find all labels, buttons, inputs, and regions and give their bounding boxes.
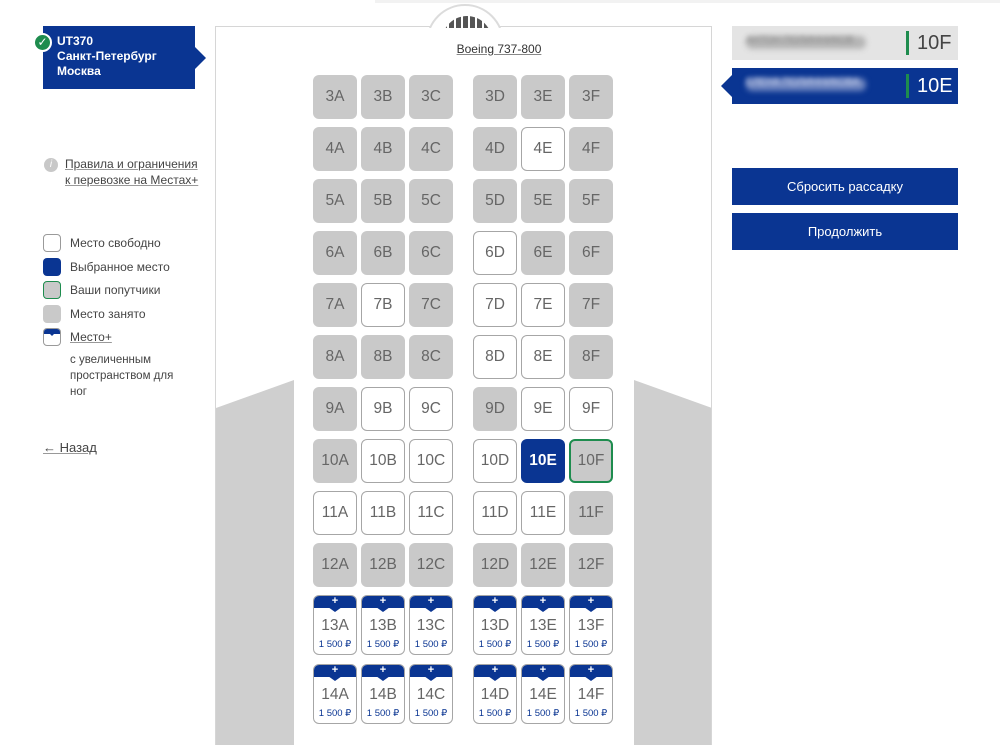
seat-9E[interactable]: 9E (521, 387, 565, 431)
seat-13F[interactable] (569, 595, 613, 655)
plus-seat-band: + (361, 664, 405, 677)
seat-5B: 5B (361, 179, 405, 223)
seat-12C: 12C (409, 543, 453, 587)
seat-legend (43, 234, 203, 400)
seat-10C[interactable]: 10C (409, 439, 453, 483)
seat-price: 1 500 ₽ (478, 708, 512, 719)
seat-3C: 3C (409, 75, 453, 119)
seat-price: 1 500 ₽ (414, 708, 448, 719)
plus-seat-band: + (361, 595, 405, 608)
seat-13C[interactable] (409, 595, 453, 655)
seat-price: 1 500 ₽ (366, 639, 400, 650)
companion-marker (906, 31, 909, 55)
legend-free (43, 234, 203, 258)
seat-price: 1 500 ₽ (478, 639, 512, 650)
passenger-row-active[interactable] (732, 68, 958, 104)
seat-14C[interactable] (409, 664, 453, 724)
seat-code: 13B (369, 617, 397, 634)
seat-map-panel (215, 26, 712, 745)
passenger-name: ЕЛЕНА ПОЛИННИКОВА (746, 77, 860, 88)
passenger-seat: 10E (917, 75, 953, 97)
seat-4F: 4F (569, 127, 613, 171)
legend-companions-label: Ваши попутчики (70, 283, 161, 297)
plus-seat-band: + (409, 664, 453, 677)
seat-9A: 9A (313, 387, 357, 431)
rules-link-text[interactable]: Правила и ограничения к перевозке на Местах+ (65, 157, 199, 187)
seat-11E[interactable]: 11E (521, 491, 565, 535)
seat-code: 13D (480, 617, 510, 634)
seat-14A[interactable] (313, 664, 357, 724)
seat-6D[interactable]: 6D (473, 231, 517, 275)
seat-code: 13C (416, 617, 446, 634)
seat-4E[interactable]: 4E (521, 127, 565, 171)
seat-10E[interactable]: 10E (521, 439, 565, 483)
seat-code: 14C (416, 686, 446, 703)
seat-11B[interactable]: 11B (361, 491, 405, 535)
seat-price: 1 500 ₽ (318, 708, 352, 719)
seat-5F: 5F (569, 179, 613, 223)
seat-12E: 12E (521, 543, 565, 587)
passenger-name: АНТОН ПОЛИННИКОВ (746, 35, 854, 46)
seat-11A[interactable]: 11A (313, 491, 357, 535)
legend-occupied (43, 305, 203, 329)
aircraft-model[interactable]: Boeing 737-800 (456, 42, 542, 56)
plus-seat-band: + (521, 595, 565, 608)
legend-selected-label: Выбранное место (70, 259, 170, 274)
free-seat-swatch (43, 234, 61, 252)
seat-10B[interactable]: 10B (361, 439, 405, 483)
seat-8C: 8C (409, 335, 453, 379)
seat-price: 1 500 ₽ (574, 639, 608, 650)
rules-link[interactable] (44, 156, 204, 188)
seat-12A: 12A (313, 543, 357, 587)
seat-4D: 4D (473, 127, 517, 171)
flight-origin: Санкт-Петербург (57, 49, 157, 63)
seat-13E[interactable] (521, 595, 565, 655)
seat-8F: 8F (569, 335, 613, 379)
top-divider (375, 0, 1000, 3)
seat-8D[interactable]: 8D (473, 335, 517, 379)
passenger-seat: 10F (917, 32, 952, 54)
seat-7F: 7F (569, 283, 613, 327)
seat-14D[interactable] (473, 664, 517, 724)
seat-3B: 3B (361, 75, 405, 119)
seat-13A[interactable] (313, 595, 357, 655)
info-icon: i (44, 158, 58, 172)
seat-5D: 5D (473, 179, 517, 223)
seat-11F: 11F (569, 491, 613, 535)
seat-7A: 7A (313, 283, 357, 327)
check-icon: ✓ (33, 33, 52, 52)
seat-6B: 6B (361, 231, 405, 275)
selected-seat-swatch (43, 258, 61, 276)
legend-selected (43, 258, 203, 282)
plus-seat-band: + (569, 664, 613, 677)
seat-12D: 12D (473, 543, 517, 587)
continue-button[interactable]: Продолжить (732, 213, 958, 250)
seat-14B[interactable] (361, 664, 405, 724)
seat-code: 14E (529, 686, 557, 703)
seat-12F: 12F (569, 543, 613, 587)
seat-6A: 6A (313, 231, 357, 275)
seat-7E[interactable]: 7E (521, 283, 565, 327)
seat-price: 1 500 ₽ (366, 708, 400, 719)
seat-7C: 7C (409, 283, 453, 327)
seat-11D[interactable]: 11D (473, 491, 517, 535)
seat-10A: 10A (313, 439, 357, 483)
seat-6F: 6F (569, 231, 613, 275)
legend-companions (43, 281, 203, 305)
legend-occupied-label: Место занято (70, 306, 146, 321)
legend-plus-description: с увеличенным пространством для ног (70, 353, 174, 398)
seat-13B[interactable] (361, 595, 405, 655)
seat-code: 14A (321, 686, 349, 703)
seat-4C: 4C (409, 127, 453, 171)
seat-price: 1 500 ₽ (318, 639, 352, 650)
flight-number: UT370 (57, 34, 94, 48)
companion-seat-swatch (43, 281, 61, 299)
plus-seat-swatch (43, 328, 61, 346)
legend-free-label: Место свободно (70, 236, 161, 250)
seat-14F[interactable] (569, 664, 613, 724)
seat-code: 13A (321, 617, 349, 634)
plus-seat-band: + (473, 664, 517, 677)
seat-7D[interactable]: 7D (473, 283, 517, 327)
plus-seat-band: + (473, 595, 517, 608)
seat-8A: 8A (313, 335, 357, 379)
seat-7B[interactable]: 7B (361, 283, 405, 327)
seat-code: 13F (577, 617, 605, 634)
seat-code: 14F (577, 686, 605, 703)
seat-5E: 5E (521, 179, 565, 223)
seat-9D: 9D (473, 387, 517, 431)
seat-8B: 8B (361, 335, 405, 379)
aircraft-nose-icon (426, 4, 504, 28)
seat-12B: 12B (361, 543, 405, 587)
reset-seating-button[interactable]: Сбросить рассадку (732, 168, 958, 205)
seat-3A: 3A (313, 75, 357, 119)
seat-10D[interactable]: 10D (473, 439, 517, 483)
seat-11C[interactable]: 11C (409, 491, 453, 535)
seat-3D: 3D (473, 75, 517, 119)
seat-4B: 4B (361, 127, 405, 171)
seat-13D[interactable] (473, 595, 517, 655)
seat-9C[interactable]: 9C (409, 387, 453, 431)
plus-seat-band: + (569, 595, 613, 608)
seat-3F: 3F (569, 75, 613, 119)
seat-9B[interactable]: 9B (361, 387, 405, 431)
seat-8E[interactable]: 8E (521, 335, 565, 379)
plus-seat-band: + (521, 664, 565, 677)
plus-seat-band: + (313, 664, 357, 677)
occupied-seat-swatch (43, 305, 61, 323)
legend-plus-label[interactable]: Место+ (70, 330, 112, 344)
seat-5A: 5A (313, 179, 357, 223)
legend-plus (43, 328, 203, 352)
seat-3E: 3E (521, 75, 565, 119)
flight-segment-card[interactable] (43, 26, 195, 89)
seat-price: 1 500 ₽ (414, 639, 448, 650)
companion-marker (906, 74, 909, 98)
seat-6E: 6E (521, 231, 565, 275)
seat-code: 13E (529, 617, 557, 634)
seat-price: 1 500 ₽ (526, 708, 560, 719)
back-link[interactable]: ← Назад (43, 440, 97, 455)
seat-5C: 5C (409, 179, 453, 223)
seat-14E[interactable] (521, 664, 565, 724)
flight-destination: Москва (57, 64, 101, 78)
seat-6C: 6C (409, 231, 453, 275)
seat-price: 1 500 ₽ (574, 708, 608, 719)
seat-code: 14D (480, 686, 510, 703)
seat-price: 1 500 ₽ (526, 639, 560, 650)
seat-10F[interactable]: 10F (569, 439, 613, 483)
passenger-row[interactable] (732, 26, 958, 60)
plus-seat-band: + (409, 595, 453, 608)
seat-4A: 4A (313, 127, 357, 171)
plus-seat-band: + (313, 595, 357, 608)
seat-code: 14B (369, 686, 397, 703)
seat-9F[interactable]: 9F (569, 387, 613, 431)
